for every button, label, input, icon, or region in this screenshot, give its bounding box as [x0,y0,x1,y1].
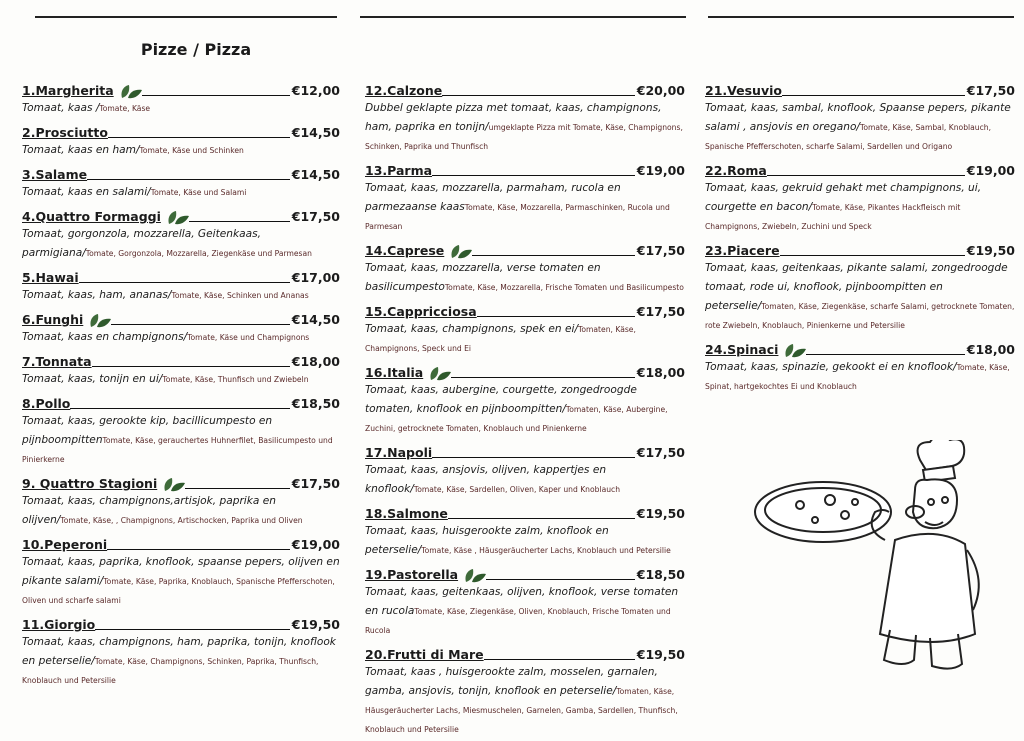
item-price: €19,00 [291,537,340,552]
menu-item [22,349,340,389]
item-name: 19.Pastorella [365,567,459,582]
item-description [705,99,1015,156]
item-description [705,179,1015,236]
item-description [22,183,340,202]
menu-item-header [365,299,685,319]
underline-rule [92,366,290,367]
description-german: Tomate, Gorgonzola, Mozzarella, Ziegenkäse und Parmesan [85,249,312,258]
description-dutch: Tomaat, kaas, tonijn en ui/ [22,373,163,385]
description-dutch: Tomaat, kaas, geitenkaas, pikante salami, zongedroogde tomaat, rode ui, knoflook, pijnboompitten en peterselie/ [705,262,1008,312]
item-description [365,99,685,156]
item-price: €18,00 [291,354,340,369]
menu-item [22,612,340,690]
item-price: €19,50 [966,243,1015,258]
description-dutch: Dubbel geklapte pizza met tomaat, kaas, champignons, ham, paprika en tonijn/ [365,102,662,133]
menu-item [705,238,1015,335]
description-german: Tomate, Käse , Häusgeräucherter Lachs, Knoblauch und Petersilie [421,546,671,555]
item-name: 14.Caprese [365,243,445,258]
menu-item [22,307,340,347]
description-dutch: Tomaat, gorgonzola, mozzarella, Geitenkaas, parmigiana/ [22,228,261,259]
description-dutch: Tomaat, kaas, gekruid gehakt met champignons, ui, courgette en bacon/ [705,182,982,213]
menu-item [365,562,685,640]
description-dutch: Tomaat, kaas, gerookte kip, bacillicumpesto en pijnboompitten [22,415,273,446]
underline-rule [95,629,289,630]
menu-item-header [365,501,685,521]
menu-item-header [22,471,340,491]
menu-item-header [22,532,340,552]
item-description [22,633,340,690]
vegetarian-leaf-icon [784,343,806,357]
description-german: Tomate, Käse und Schinken [139,146,244,155]
menu-item-header [22,78,340,98]
underline-rule [70,408,289,409]
description-dutch: Tomaat, kaas, spinazie, gekookt ei en knoflook/ [705,361,957,373]
menu-item-header [365,238,685,258]
description-dutch: Tomaat, kaas, huisgerookte zalm, knoflook en peterselie/ [365,525,609,556]
item-name: 22.Roma [705,163,767,178]
menu-item-header [365,440,685,460]
description-german: Tomate, Käse, Paprika, Knoblauch, Spanische Pfefferschoten, Oliven und scharfe salami [22,577,335,605]
underline-rule [142,95,290,96]
description-german: Tomaten, Käse, Aubergine, Zuchini, getrocknete Tomaten, Knoblauch und Pinienkerne [365,405,668,433]
item-name: 12.Calzone [365,83,443,98]
description-german: Tomate, Käse, Mozzarella, Parmaschinken, Rucola und Parmesan [365,203,670,231]
item-name: 5.Hawai [22,270,79,285]
description-dutch: Tomaat, kaas, ham, ananas/ [22,289,172,301]
menu-item [22,532,340,610]
item-price: €17,50 [636,304,685,319]
divider-line [360,16,686,18]
description-dutch: Tomaat, kaas, sambal, knoflook, Spaanse pepers, pikante salami , ansjovis en oregano/ [705,102,1011,133]
description-dutch: Tomaat, kaas, champignons, ham, paprika, tonijn, knoflook en peterselie/ [22,636,336,667]
vegetarian-leaf-icon [450,244,472,258]
menu-item-header [22,391,340,411]
menu-item [705,78,1015,156]
vegetarian-leaf-icon [429,366,451,380]
item-price: €18,00 [966,342,1015,357]
underline-rule [432,457,635,458]
menu-item-header [705,238,1015,258]
item-description [22,141,340,160]
item-price: €18,50 [636,567,685,582]
underline-rule [472,255,634,256]
description-dutch: Tomaat, kaas / [22,102,100,114]
description-german: Tomate, Käse und Champignons [187,333,310,342]
item-description [365,381,685,438]
vegetarian-leaf-icon [120,84,142,98]
underline-rule [806,354,964,355]
description-german: Tomaten, Käse, Häusgeräucherter Lachs, Miesmuschelen, Garnelen, Gamba, Sardellen, Thunfisch, Knoblauch und Petersilie [365,687,678,734]
item-price: €19,50 [636,647,685,662]
underline-rule [780,255,965,256]
divider-line [708,16,1014,18]
description-german: Tomate, Käse, Sardellen, Oliven, Kaper und Knoblauch [413,485,621,494]
menu-column-2 [365,78,685,741]
item-name: 7.Tonnata [22,354,92,369]
menu-item [705,158,1015,236]
description-dutch: Tomaat, kaas, aubergine, courgette, zongedroogde tomaten, knoflook en pijnboompitten/ [365,384,637,415]
vegetarian-leaf-icon [89,313,111,327]
description-german: Tomate, Käse und Salami [150,188,247,197]
menu-item [22,162,340,202]
underline-rule [107,549,290,550]
underline-rule [486,579,635,580]
underline-rule [767,175,965,176]
item-name: 6.Funghi [22,312,84,327]
description-german: Tomate, Käse, Thunfisch und Zwiebeln [162,375,309,384]
description-dutch: Tomaat, kaas, ansjovis, olijven, kappertjes en knoflook/ [365,464,607,495]
description-german: Tomaten, Käse, Champignons, Speck und Ei [365,325,636,353]
item-name: 17.Napoli [365,445,433,460]
item-description [22,328,340,347]
menu-item [365,642,685,739]
chef-illustration [745,440,995,680]
item-description [22,553,340,610]
item-description [365,320,685,358]
item-price: €19,00 [966,163,1015,178]
item-description [22,286,340,305]
item-description [22,492,340,530]
description-dutch: Tomaat, kaas, champignons,artisjok, paprika en olijven/ [22,495,276,526]
description-german: Tomate, Käse, Spinat, hartgekochtes Ei und Knoblauch [705,363,1010,391]
menu-item-header [705,337,1015,357]
item-description [365,259,685,297]
description-german: Tomate, Käse, gerauchertes Huhnerfilet, Basilicumpesto und Pinierkerne [22,436,333,464]
description-german: Tomate, Käse, Schinken und Ananas [171,291,309,300]
description-dutch: Tomaat, kaas en ham/ [22,144,140,156]
item-description [22,225,340,263]
underline-rule [442,95,634,96]
menu-item [22,471,340,530]
description-dutch: Tomaat, kaas, mozzarella, verse tomaten en basilicumpesto [365,262,601,293]
item-name: 9. Quattro Stagioni [22,476,158,491]
menu-item [22,204,340,263]
description-german: Tomate, Käse, Sambal, Knoblauch, Spanische Pfefferschoten, scharfe Salami, Sardellen und Origano [705,123,991,151]
item-price: €17,50 [636,243,685,258]
menu-item-header [22,349,340,369]
description-german: Tomate, Käse, Mozzarella, Frische Tomaten und Basilicumpesto [444,283,684,292]
description-german: Tomate, Käse, Ziegenkäse, Oliven, Knoblauch, Frische Tomaten und Rucola [365,607,671,635]
item-price: €19,00 [636,163,685,178]
item-name: 15.Cappricciosa [365,304,477,319]
item-name: 8.Pollo [22,396,71,411]
underline-rule [108,137,290,138]
item-description [365,583,685,640]
underline-rule [782,95,965,96]
item-description [365,663,685,739]
item-price: €17,50 [291,209,340,224]
underline-rule [111,324,289,325]
menu-item-header [22,120,340,140]
item-price: €14,50 [291,125,340,140]
menu-title: Pizze / Pizza [140,40,252,59]
menu-column-1 [22,78,340,692]
item-price: €20,00 [636,83,685,98]
underline-rule [189,221,290,222]
description-german: Tomate, Käse, , Champignons, Artischocken, Paprika und Oliven [60,516,303,525]
menu-item [22,78,340,118]
item-name: 4.Quattro Formaggi [22,209,161,224]
item-name: 24.Spinaci [705,342,779,357]
menu-item-header [22,307,340,327]
menu-item-header [22,204,340,224]
underline-rule [484,659,635,660]
item-name: 2.Prosciutto [22,125,108,140]
item-name: 21.Vesuvio [705,83,782,98]
item-name: 18.Salmone [365,506,448,521]
item-description [22,99,340,118]
menu-item [365,299,685,358]
menu-item-header [365,158,685,178]
underline-rule [185,488,290,489]
menu-item-header [705,158,1015,178]
item-name: 16.Italia [365,365,424,380]
description-dutch: Tomaat, kaas, geitenkaas, olijven, knoflook, verse tomaten en rucola [365,586,679,617]
item-price: €17,00 [291,270,340,285]
menu-item [365,360,685,438]
item-price: €17,50 [966,83,1015,98]
item-description [22,370,340,389]
underline-rule [432,175,635,176]
item-description [365,522,685,560]
menu-item [365,238,685,297]
menu-item [365,158,685,236]
underline-rule [477,316,635,317]
menu-item-header [365,562,685,582]
item-price: €14,50 [291,167,340,182]
divider-line [35,16,337,18]
item-name: 13.Parma [365,163,433,178]
description-german: umgeklapte Pizza mit Tomate, Käse, Champignons, Schinken, Paprika und Thunfisch [365,123,683,151]
menu-item-header [705,78,1015,98]
menu-item-header [365,360,685,380]
item-price: €19,50 [291,617,340,632]
item-price: €17,50 [291,476,340,491]
description-german: Tomate, Käse [99,104,151,113]
menu-item-header [365,642,685,662]
underline-rule [448,518,635,519]
menu-item [22,265,340,305]
description-dutch: Tomaat, kaas, champignons, spek en ei/ [365,323,579,335]
menu-item-header [22,162,340,182]
underline-rule [79,282,290,283]
menu-item [365,78,685,156]
item-name: 11.Giorgio [22,617,96,632]
underline-rule [451,377,635,378]
vegetarian-leaf-icon [464,568,486,582]
description-dutch: Tomaat, kaas en salami/ [22,186,151,198]
vegetarian-leaf-icon [163,477,185,491]
item-description [705,259,1015,335]
vegetarian-leaf-icon [167,210,189,224]
description-german: Tomate, Käse, Pikantes Hackfleisch mit Champignons, Zwiebeln, Zuchini und Speck [705,203,961,231]
description-dutch: Tomaat, kaas , huisgerookte zalm, mosselen, garnalen, gamba, ansjovis, tonijn, knoflook en peterselie/ [365,666,658,697]
menu-item [705,337,1015,396]
item-description [705,358,1015,396]
item-name: 1.Margherita [22,83,114,98]
description-dutch: Tomaat, kaas, paprika, knoflook, spaanse pepers, olijven en pikante salami/ [22,556,340,587]
item-description [365,179,685,236]
menu-item [22,120,340,160]
item-name: 20.Frutti di Mare [365,647,484,662]
description-german: Tomate, Käse, Champignons, Schinken, Paprika, Thunfisch, Knoblauch und Petersilie [22,657,319,685]
menu-item-header [22,612,340,632]
item-price: €17,50 [636,445,685,460]
item-price: €18,50 [291,396,340,411]
description-dutch: Tomaat, kaas, mozzarella, parmaham, rucola en parmezaanse kaas [365,182,621,213]
item-name: 10.Peperoni [22,537,108,552]
description-dutch: Tomaat, kaas en champignons/ [22,331,188,343]
menu-column-3 [705,78,1015,398]
menu-item [365,440,685,499]
item-price: €12,00 [291,83,340,98]
item-price: €19,50 [636,506,685,521]
menu-item-header [365,78,685,98]
item-price: €18,00 [636,365,685,380]
menu-item-header [22,265,340,285]
menu-item [22,391,340,469]
menu-item [365,501,685,560]
item-price: €14,50 [291,312,340,327]
underline-rule [87,179,290,180]
description-german: Tomaten, Käse, Ziegenkäse, scharfe Salami, getrocknete Tomaten, rote Zwiebeln, Knoblauch, Pinienkerne und Petersilie [705,302,1015,330]
item-description [22,412,340,469]
item-description [365,461,685,499]
item-name: 3.Salame [22,167,88,182]
item-name: 23.Piacere [705,243,780,258]
